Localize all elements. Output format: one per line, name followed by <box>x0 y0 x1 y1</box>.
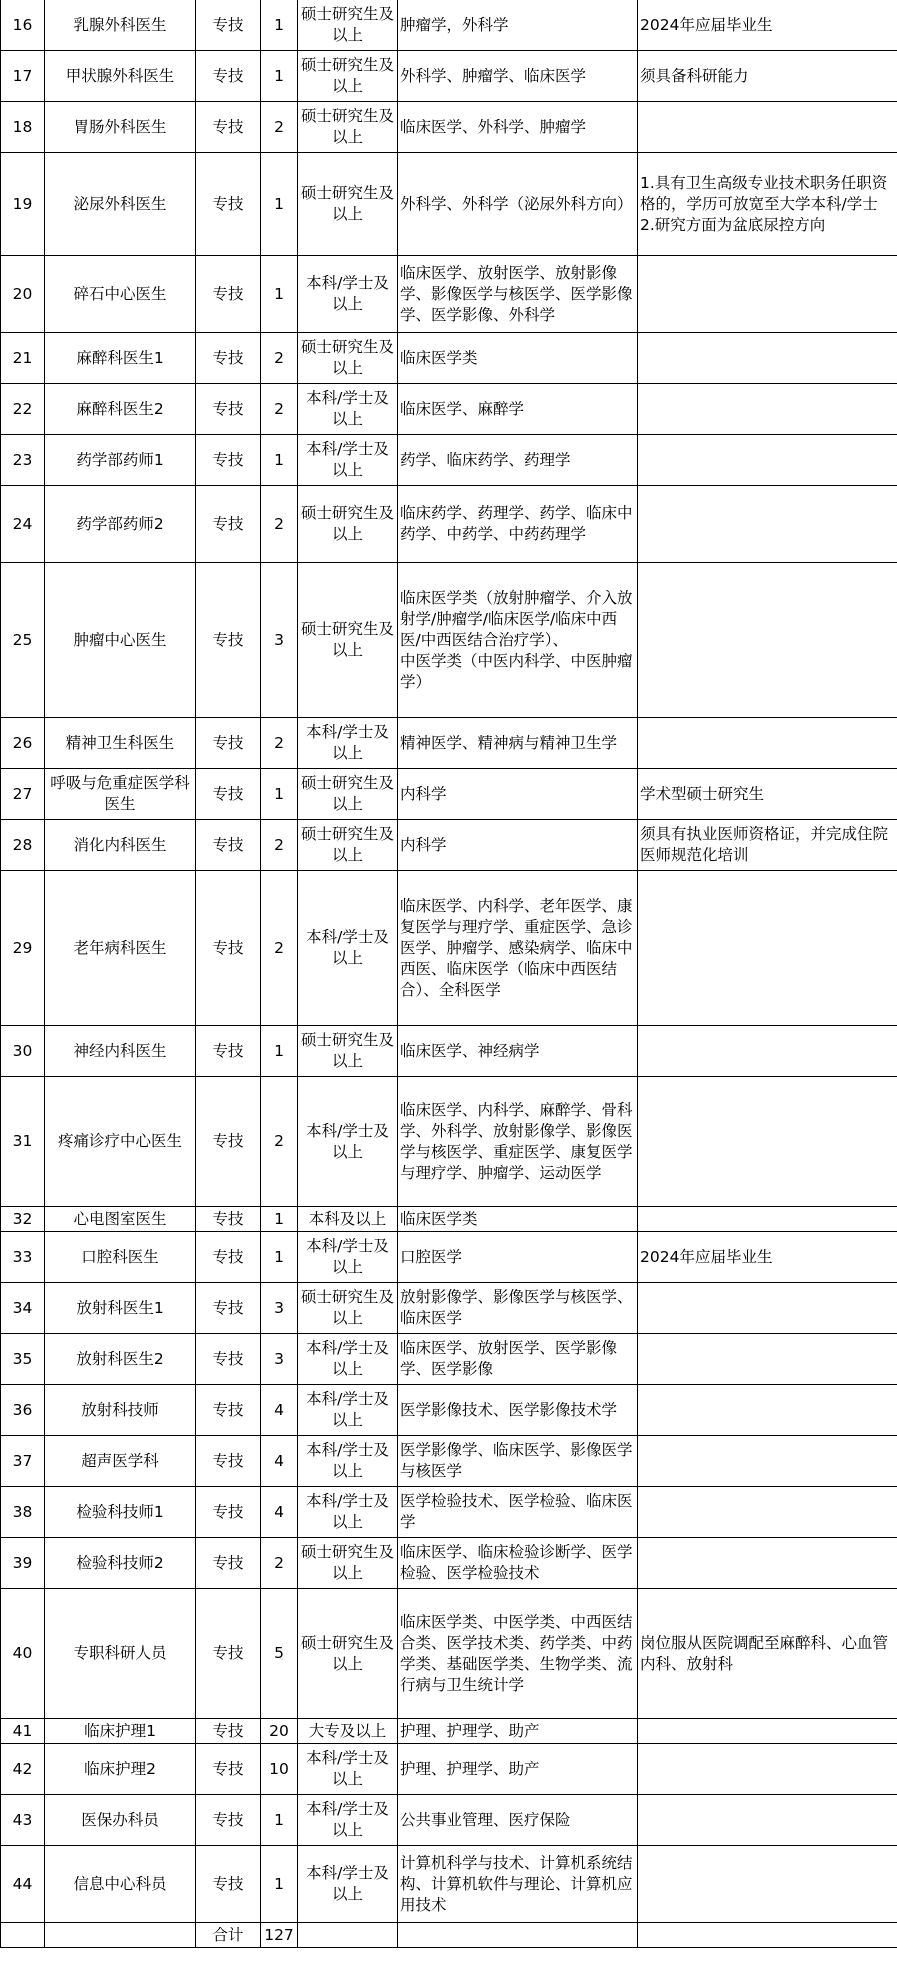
education-cell: 本科/学士及以上 <box>298 435 398 486</box>
post-type-cell: 专技 <box>196 1719 261 1744</box>
major-cell: 护理、护理学、助产 <box>398 1719 638 1744</box>
hire-count-cell: 1 <box>261 1846 298 1923</box>
education-cell: 硕士研究生及以上 <box>298 102 398 153</box>
major-cell: 临床医学类 <box>398 333 638 384</box>
hire-count-cell: 1 <box>261 1795 298 1846</box>
hire-count-cell: 2 <box>261 1538 298 1589</box>
post-type-cell: 专技 <box>196 1846 261 1923</box>
hire-count-cell: 4 <box>261 1385 298 1436</box>
table-row <box>1 820 897 871</box>
row-number-cell: 42 <box>1 1744 45 1795</box>
post-type-cell: 专技 <box>196 1232 261 1283</box>
row-number-cell: 28 <box>1 820 45 871</box>
other-requirements-cell <box>638 333 897 384</box>
table-row <box>1 333 897 384</box>
hire-count-cell: 2 <box>261 384 298 435</box>
major-cell: 临床医学、麻醉学 <box>398 384 638 435</box>
other-requirements-cell: 学术型硕士研究生 <box>638 769 897 820</box>
post-type-cell: 专技 <box>196 1334 261 1385</box>
row-number-cell: 17 <box>1 51 45 102</box>
other-requirements-cell <box>638 1436 897 1487</box>
row-number-cell: 20 <box>1 256 45 333</box>
post-name-cell: 放射科技师 <box>45 1385 196 1436</box>
education-cell: 本科/学士及以上 <box>298 718 398 769</box>
education-cell: 硕士研究生及以上 <box>298 1589 398 1719</box>
major-cell: 药学、临床药学、药理学 <box>398 435 638 486</box>
hire-count-cell: 2 <box>261 820 298 871</box>
table-row <box>1 1334 897 1385</box>
post-name-cell: 碎石中心医生 <box>45 256 196 333</box>
hire-count-cell: 3 <box>261 1283 298 1334</box>
education-cell: 本科/学士及以上 <box>298 1436 398 1487</box>
post-name-cell: 医保办科员 <box>45 1795 196 1846</box>
post-type-cell: 专技 <box>196 871 261 1026</box>
post-type-cell: 专技 <box>196 0 261 51</box>
row-number-cell: 27 <box>1 769 45 820</box>
table-row <box>1 1207 897 1232</box>
row-number-cell: 16 <box>1 0 45 51</box>
other-requirements-cell: 须具有执业医师资格证，并完成住院医师规范化培训 <box>638 820 897 871</box>
other-requirements-cell <box>638 1719 897 1744</box>
row-number-cell: 32 <box>1 1207 45 1232</box>
major-cell: 临床医学类 <box>398 1207 638 1232</box>
row-number-cell: 41 <box>1 1719 45 1744</box>
major-cell: 临床医学、放射医学、放射影像学、影像医学与核医学、医学影像学、医学影像、外科学 <box>398 256 638 333</box>
post-type-cell: 专技 <box>196 718 261 769</box>
other-requirements-cell: 须具备科研能力 <box>638 51 897 102</box>
post-name-cell: 检验科技师2 <box>45 1538 196 1589</box>
other-requirements-cell <box>638 1744 897 1795</box>
other-requirements-cell <box>638 102 897 153</box>
table-row <box>1 1077 897 1207</box>
row-number-cell: 21 <box>1 333 45 384</box>
education-cell: 硕士研究生及以上 <box>298 51 398 102</box>
post-name-cell: 精神卫生科医生 <box>45 718 196 769</box>
education-cell: 本科/学士及以上 <box>298 1846 398 1923</box>
post-name-cell: 放射科医生2 <box>45 1334 196 1385</box>
post-name-cell: 胃肠外科医生 <box>45 102 196 153</box>
table-row <box>1 0 897 51</box>
other-requirements-cell <box>638 1846 897 1923</box>
other-requirements-cell <box>638 1077 897 1207</box>
post-name-cell: 临床护理1 <box>45 1719 196 1744</box>
post-type-cell: 专技 <box>196 1795 261 1846</box>
table-row <box>1 1846 897 1923</box>
row-number-cell: 39 <box>1 1538 45 1589</box>
education-cell: 本科/学士及以上 <box>298 871 398 1026</box>
post-name-cell: 甲状腺外科医生 <box>45 51 196 102</box>
major-cell: 医学影像技术、医学影像技术学 <box>398 1385 638 1436</box>
post-type-cell: 专技 <box>196 1744 261 1795</box>
major-cell: 临床医学、放射医学、医学影像学、医学影像 <box>398 1334 638 1385</box>
row-number-cell: 22 <box>1 384 45 435</box>
education-cell: 硕士研究生及以上 <box>298 820 398 871</box>
row-number-cell: 35 <box>1 1334 45 1385</box>
post-type-cell: 专技 <box>196 1538 261 1589</box>
hire-count-cell: 1 <box>261 769 298 820</box>
row-number-cell: 36 <box>1 1385 45 1436</box>
education-cell: 本科/学士及以上 <box>298 1744 398 1795</box>
hire-count-cell: 2 <box>261 871 298 1026</box>
post-type-cell: 专技 <box>196 435 261 486</box>
post-name-cell: 信息中心科员 <box>45 1846 196 1923</box>
total-empty-cell <box>45 1923 196 1948</box>
table-row <box>1 1744 897 1795</box>
table-row <box>1 1795 897 1846</box>
hire-count-cell: 4 <box>261 1487 298 1538</box>
major-cell: 临床医学、内科学、老年医学、康复医学与理疗学、重症医学、急诊医学、肿瘤学、感染病学、临床中西医、临床医学（临床中西医结合）、全科医学 <box>398 871 638 1026</box>
hire-count-cell: 5 <box>261 1589 298 1719</box>
education-cell: 本科/学士及以上 <box>298 1334 398 1385</box>
hire-count-cell: 1 <box>261 1232 298 1283</box>
row-number-cell: 34 <box>1 1283 45 1334</box>
post-type-cell: 专技 <box>196 256 261 333</box>
post-name-cell: 呼吸与危重症医学科医生 <box>45 769 196 820</box>
other-requirements-cell <box>638 1207 897 1232</box>
post-type-cell: 专技 <box>196 51 261 102</box>
major-cell: 临床医学类（放射肿瘤学、介入放射学/肿瘤学/临床医学/临床中西医/中西医结合治疗学）、 中医学类（中医内科学、中医肿瘤学） <box>398 563 638 718</box>
other-requirements-cell <box>638 1026 897 1077</box>
major-cell: 内科学 <box>398 769 638 820</box>
post-type-cell: 专技 <box>196 563 261 718</box>
total-empty-cell <box>298 1923 398 1948</box>
total-count-cell: 127 <box>261 1923 298 1948</box>
total-empty-cell <box>1 1923 45 1948</box>
hire-count-cell: 2 <box>261 486 298 563</box>
education-cell: 硕士研究生及以上 <box>298 1026 398 1077</box>
major-cell: 精神医学、精神病与精神卫生学 <box>398 718 638 769</box>
education-cell: 硕士研究生及以上 <box>298 1538 398 1589</box>
post-type-cell: 专技 <box>196 486 261 563</box>
post-type-cell: 专技 <box>196 1385 261 1436</box>
post-type-cell: 专技 <box>196 1487 261 1538</box>
row-number-cell: 33 <box>1 1232 45 1283</box>
table-row <box>1 153 897 256</box>
hire-count-cell: 2 <box>261 718 298 769</box>
education-cell: 硕士研究生及以上 <box>298 769 398 820</box>
post-name-cell: 专职科研人员 <box>45 1589 196 1719</box>
table-row <box>1 1719 897 1744</box>
education-cell: 本科/学士及以上 <box>298 1077 398 1207</box>
post-name-cell: 麻醉科医生2 <box>45 384 196 435</box>
table-row <box>1 1589 897 1719</box>
major-cell: 临床医学、神经病学 <box>398 1026 638 1077</box>
table-row <box>1 1283 897 1334</box>
row-number-cell: 19 <box>1 153 45 256</box>
post-name-cell: 超声医学科 <box>45 1436 196 1487</box>
other-requirements-cell <box>638 1795 897 1846</box>
major-cell: 临床医学类、中医学类、中西医结合类、医学技术类、药学类、中药学类、基础医学类、生物学类、流行病与卫生统计学 <box>398 1589 638 1719</box>
post-type-cell: 专技 <box>196 1283 261 1334</box>
table-row <box>1 718 897 769</box>
hire-count-cell: 2 <box>261 102 298 153</box>
table-row <box>1 563 897 718</box>
row-number-cell: 43 <box>1 1795 45 1846</box>
post-name-cell: 肿瘤中心医生 <box>45 563 196 718</box>
post-type-cell: 专技 <box>196 1589 261 1719</box>
education-cell: 本科及以上 <box>298 1207 398 1232</box>
hire-count-cell: 1 <box>261 153 298 256</box>
major-cell: 外科学、外科学（泌尿外科方向） <box>398 153 638 256</box>
post-name-cell: 老年病科医生 <box>45 871 196 1026</box>
other-requirements-cell <box>638 256 897 333</box>
post-name-cell: 消化内科医生 <box>45 820 196 871</box>
post-name-cell: 心电图室医生 <box>45 1207 196 1232</box>
education-cell: 本科/学士及以上 <box>298 1795 398 1846</box>
total-empty-cell <box>638 1923 897 1948</box>
post-type-cell: 专技 <box>196 384 261 435</box>
table-row <box>1 1026 897 1077</box>
other-requirements-cell <box>638 1334 897 1385</box>
post-type-cell: 专技 <box>196 102 261 153</box>
row-number-cell: 40 <box>1 1589 45 1719</box>
major-cell: 外科学、肿瘤学、临床医学 <box>398 51 638 102</box>
row-number-cell: 31 <box>1 1077 45 1207</box>
other-requirements-cell <box>638 1283 897 1334</box>
post-name-cell: 乳腺外科医生 <box>45 0 196 51</box>
education-cell: 本科/学士及以上 <box>298 256 398 333</box>
major-cell: 计算机科学与技术、计算机系统结构、计算机软件与理论、计算机应用技术 <box>398 1846 638 1923</box>
table-row <box>1 1385 897 1436</box>
row-number-cell: 23 <box>1 435 45 486</box>
education-cell: 硕士研究生及以上 <box>298 486 398 563</box>
hire-count-cell: 1 <box>261 1026 298 1077</box>
table-row <box>1 486 897 563</box>
hire-count-cell: 3 <box>261 563 298 718</box>
other-requirements-cell <box>638 486 897 563</box>
major-cell: 医学影像学、临床医学、影像医学与核医学 <box>398 1436 638 1487</box>
major-cell: 医学检验技术、医学检验、临床医学 <box>398 1487 638 1538</box>
post-name-cell: 疼痛诊疗中心医生 <box>45 1077 196 1207</box>
other-requirements-cell: 2024年应届毕业生 <box>638 1232 897 1283</box>
other-requirements-cell <box>638 384 897 435</box>
post-name-cell: 神经内科医生 <box>45 1026 196 1077</box>
other-requirements-cell <box>638 563 897 718</box>
hire-count-cell: 1 <box>261 435 298 486</box>
education-cell: 本科/学士及以上 <box>298 1487 398 1538</box>
other-requirements-cell: 1.具有卫生高级专业技术职务任职资格的，学历可放宽至大学本科/学士 2.研究方面为盆底尿控方向 <box>638 153 897 256</box>
major-cell: 公共事业管理、医疗保险 <box>398 1795 638 1846</box>
row-number-cell: 38 <box>1 1487 45 1538</box>
table-row <box>1 1232 897 1283</box>
post-type-cell: 专技 <box>196 1077 261 1207</box>
education-cell: 硕士研究生及以上 <box>298 563 398 718</box>
hire-count-cell: 2 <box>261 333 298 384</box>
other-requirements-cell <box>638 1538 897 1589</box>
education-cell: 本科/学士及以上 <box>298 384 398 435</box>
hire-count-cell: 20 <box>261 1719 298 1744</box>
table-row <box>1 769 897 820</box>
post-type-cell: 专技 <box>196 769 261 820</box>
post-name-cell: 药学部药师1 <box>45 435 196 486</box>
other-requirements-cell <box>638 1385 897 1436</box>
education-cell: 硕士研究生及以上 <box>298 333 398 384</box>
post-type-cell: 专技 <box>196 333 261 384</box>
post-type-cell: 专技 <box>196 1026 261 1077</box>
education-cell: 本科/学士及以上 <box>298 1232 398 1283</box>
hire-count-cell: 1 <box>261 0 298 51</box>
post-type-cell: 专技 <box>196 1207 261 1232</box>
major-cell: 临床医学、内科学、麻醉学、骨科学、外科学、放射影像学、影像医学与核医学、重症医学、康复医学与理疗学、肿瘤学、运动医学 <box>398 1077 638 1207</box>
post-type-cell: 专技 <box>196 1436 261 1487</box>
major-cell: 护理、护理学、助产 <box>398 1744 638 1795</box>
other-requirements-cell <box>638 718 897 769</box>
hire-count-cell: 2 <box>261 1077 298 1207</box>
table-body <box>1 0 897 1948</box>
row-number-cell: 24 <box>1 486 45 563</box>
education-cell: 硕士研究生及以上 <box>298 1283 398 1334</box>
table-row <box>1 51 897 102</box>
total-row <box>1 1923 897 1948</box>
major-cell: 放射影像学、影像医学与核医学、临床医学 <box>398 1283 638 1334</box>
table-row <box>1 256 897 333</box>
table-row <box>1 435 897 486</box>
major-cell: 内科学 <box>398 820 638 871</box>
row-number-cell: 30 <box>1 1026 45 1077</box>
education-cell: 大专及以上 <box>298 1719 398 1744</box>
education-cell: 硕士研究生及以上 <box>298 153 398 256</box>
post-name-cell: 麻醉科医生1 <box>45 333 196 384</box>
post-name-cell: 检验科技师1 <box>45 1487 196 1538</box>
table-row <box>1 384 897 435</box>
post-name-cell: 口腔科医生 <box>45 1232 196 1283</box>
major-cell: 肿瘤学，外科学 <box>398 0 638 51</box>
hire-count-cell: 1 <box>261 256 298 333</box>
other-requirements-cell <box>638 1487 897 1538</box>
post-name-cell: 放射科医生1 <box>45 1283 196 1334</box>
hire-count-cell: 1 <box>261 1207 298 1232</box>
row-number-cell: 29 <box>1 871 45 1026</box>
row-number-cell: 18 <box>1 102 45 153</box>
major-cell: 口腔医学 <box>398 1232 638 1283</box>
hire-count-cell: 10 <box>261 1744 298 1795</box>
other-requirements-cell <box>638 871 897 1026</box>
other-requirements-cell <box>638 435 897 486</box>
other-requirements-cell: 岗位服从医院调配至麻醉科、心血管内科、放射科 <box>638 1589 897 1719</box>
table-row <box>1 1538 897 1589</box>
education-cell: 硕士研究生及以上 <box>298 0 398 51</box>
total-label-cell: 合计 <box>196 1923 261 1948</box>
hire-count-cell: 1 <box>261 51 298 102</box>
hire-count-cell: 3 <box>261 1334 298 1385</box>
post-name-cell: 泌尿外科医生 <box>45 153 196 256</box>
education-cell: 本科/学士及以上 <box>298 1385 398 1436</box>
major-cell: 临床医学、临床检验诊断学、医学检验、医学检验技术 <box>398 1538 638 1589</box>
table-row <box>1 102 897 153</box>
post-name-cell: 临床护理2 <box>45 1744 196 1795</box>
post-type-cell: 专技 <box>196 153 261 256</box>
post-type-cell: 专技 <box>196 820 261 871</box>
post-name-cell: 药学部药师2 <box>45 486 196 563</box>
major-cell: 临床医学、外科学、肿瘤学 <box>398 102 638 153</box>
row-number-cell: 44 <box>1 1846 45 1923</box>
major-cell: 临床药学、药理学、药学、临床中药学、中药学、中药药理学 <box>398 486 638 563</box>
row-number-cell: 37 <box>1 1436 45 1487</box>
table-row <box>1 871 897 1026</box>
other-requirements-cell: 2024年应届毕业生 <box>638 0 897 51</box>
table-row <box>1 1436 897 1487</box>
table-row <box>1 1487 897 1538</box>
hire-count-cell: 4 <box>261 1436 298 1487</box>
row-number-cell: 26 <box>1 718 45 769</box>
row-number-cell: 25 <box>1 563 45 718</box>
total-empty-cell <box>398 1923 638 1948</box>
